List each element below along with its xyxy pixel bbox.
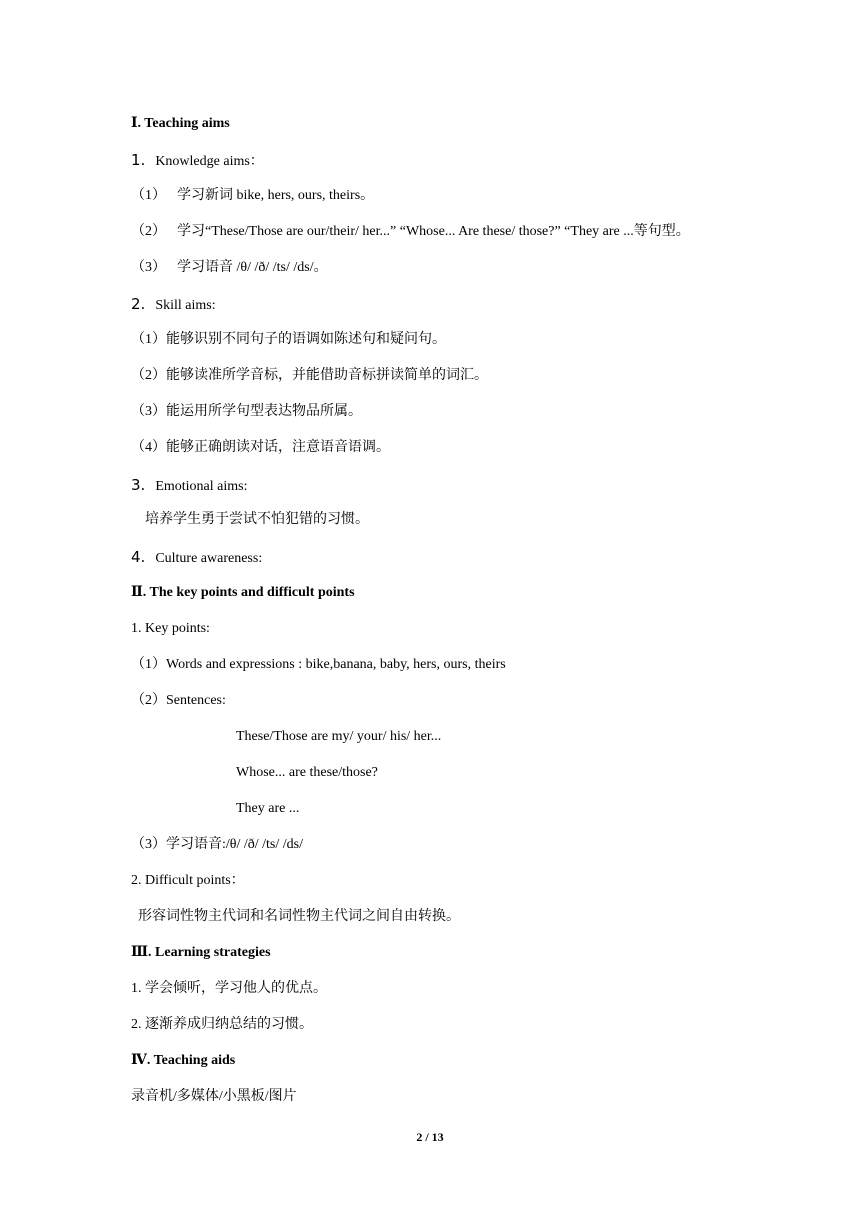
emotional-aims-heading <box>131 476 247 496</box>
skill-item-2: （2）能够读准所学音标，并能借助音标拼读简单的词汇。 <box>131 368 488 383</box>
difficult-points-text: 形容词性物主代词和名词性物主代词之间自由转换。 <box>138 909 460 924</box>
key-points-label: 1. Key points: <box>131 621 210 636</box>
key-points-sentences-label: （2）Sentences: <box>131 693 226 708</box>
emotional-aims-label: Emotional aims: <box>155 479 248 494</box>
teaching-aids-text: 录音机/多媒体/小黑板/图片 <box>131 1089 297 1104</box>
skill-aims-label: Skill aims: <box>155 298 216 313</box>
skill-aims-number: 2. <box>131 295 146 313</box>
skill-item-3: （3）能运用所学句型表达物品所属。 <box>131 404 362 419</box>
knowledge-aims-label: Knowledge aims： <box>155 154 264 169</box>
culture-awareness-number: 4. <box>131 548 146 566</box>
difficult-points-label: 2. Difficult points： <box>131 873 245 888</box>
knowledge-item-3-marker: （3） <box>131 260 166 275</box>
knowledge-item-3 <box>131 259 328 277</box>
culture-awareness-label: Culture awareness: <box>155 551 263 566</box>
culture-awareness-heading <box>131 548 262 568</box>
knowledge-item-2-marker: （2） <box>131 224 166 239</box>
section-4-title: Ⅳ. Teaching aids <box>131 1053 236 1068</box>
skill-item-4: （4）能够正确朗读对话，注意语音语调。 <box>131 440 390 455</box>
knowledge-item-3-text: 学习语音 /θ/ /ð/ /ts/ /ds/。 <box>177 260 328 275</box>
emotional-aims-text: 培养学生勇于尝试不怕犯错的习惯。 <box>145 512 369 527</box>
section-3-title: Ⅲ. Learning strategies <box>131 945 271 960</box>
section-1-title: Ⅰ. Teaching aims <box>131 116 230 131</box>
strategy-item-1: 1. 学会倾听，学习他人的优点。 <box>131 981 327 996</box>
section-2-title: Ⅱ. The key points and difficult points <box>131 585 355 600</box>
knowledge-item-1-marker: （1） <box>131 188 166 203</box>
knowledge-aims-heading <box>131 151 264 171</box>
page-number: 2 / 13 <box>416 1130 444 1144</box>
emotional-aims-number: 3. <box>131 476 146 494</box>
key-points-words: （1）Words and expressions : bike,banana, baby, hers, ours, theirs <box>131 657 506 672</box>
knowledge-item-2 <box>131 223 690 241</box>
knowledge-item-2-text: 学习“These/Those are our/their/ her...” “Whose... Are these/ those?” “They are ...等句型。 <box>177 224 690 239</box>
strategy-item-2: 2. 逐渐养成归纳总结的习惯。 <box>131 1017 313 1032</box>
key-sentence-2: Whose... are these/those? <box>236 765 378 780</box>
knowledge-aims-number: 1. <box>131 151 146 169</box>
key-sentence-1: These/Those are my/ your/ his/ her... <box>236 729 442 744</box>
key-sentence-3: They are ... <box>236 801 300 816</box>
knowledge-item-1 <box>131 187 374 205</box>
key-points-phonetics: （3）学习语音:/θ/ /ð/ /ts/ /ds/ <box>131 837 303 852</box>
skill-aims-heading <box>131 295 216 315</box>
skill-item-1: （1）能够识别不同句子的语调如陈述句和疑问句。 <box>131 332 446 347</box>
knowledge-item-1-text: 学习新词 bike, hers, ours, theirs。 <box>177 188 375 203</box>
